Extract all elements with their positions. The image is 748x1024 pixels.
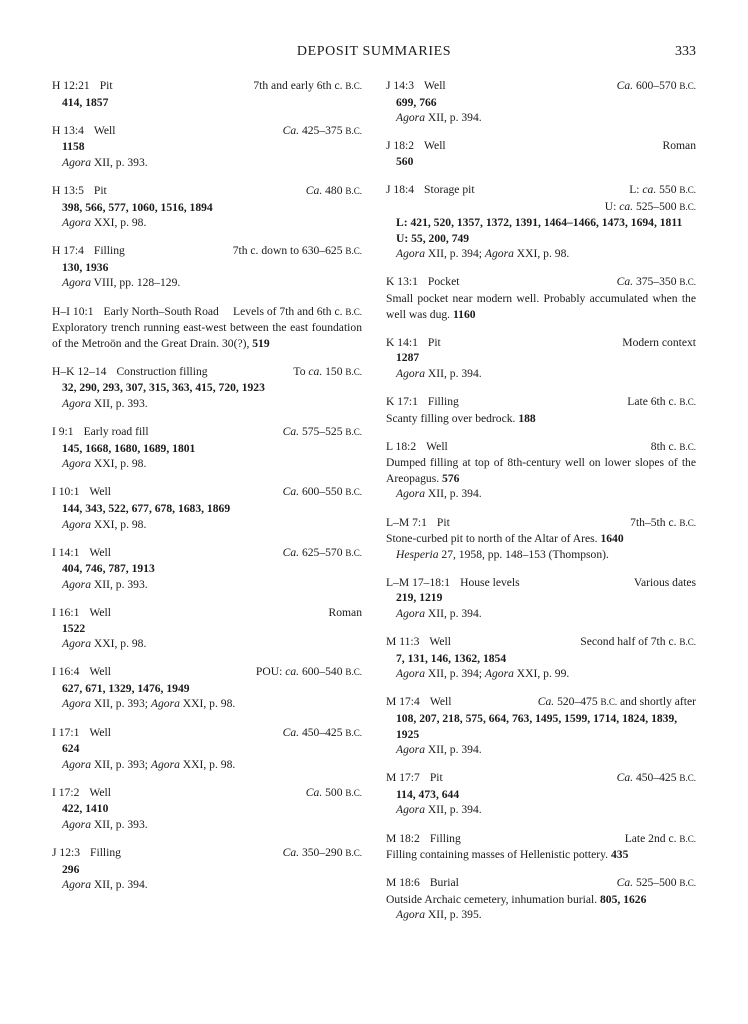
deposit-entry [52,78,362,110]
deposit-code: H 13:4 [52,123,84,137]
deposit-entry [386,335,696,382]
catalogue-numbers: 404, 746, 787, 1913 [62,562,155,576]
left-column [52,78,362,905]
bibliographic-reference: Agora XII, p. 394. [396,803,482,817]
deposit-code: L–M 17–18:1 [386,575,451,589]
deposit-code: M 17:4 [386,695,420,709]
catalogue-numbers: 435 [610,848,629,862]
entry-heading [52,484,362,501]
deposit-entry [52,845,362,893]
deposit-date: Ca. 350–290 B.C. [282,846,362,860]
deposit-code: H–I 10:1 [52,304,94,318]
entry-heading [386,138,696,154]
deposit-entry [386,274,696,322]
entry-heading [386,634,696,651]
catalogue-numbers: 624 [62,742,80,756]
entry-heading [386,770,696,787]
deposit-type: Well [426,439,448,453]
deposit-type: Well [424,79,446,92]
deposit-type: Well [89,605,111,619]
deposit-entry [386,875,696,923]
entry-heading [52,664,362,681]
deposit-date: Ca. 425–375 B.C. [282,123,362,137]
deposit-date: POU: ca. 600–540 B.C. [255,665,362,679]
bibliographic-reference: Agora XII, p. 393. [62,155,148,169]
deposit-entry [386,138,696,169]
deposit-date: Ca. 525–500 B.C. [616,876,696,890]
deposit-entry [386,439,696,502]
deposit-type: Early road fill [83,425,149,439]
catalogue-numbers: 414, 1857 [62,95,109,109]
deposit-date: Second half of 7th c. B.C. [580,635,696,649]
entry-heading [52,123,362,140]
deposit-entry [386,694,696,757]
bibliographic-reference: Agora XII, p. 393; Agora XXI, p. 98. [62,697,236,711]
deposit-type: Pit [93,183,107,197]
entry-heading [386,694,696,711]
entry-heading [52,845,362,862]
bibliographic-reference: Agora XII, p. 394. [62,878,148,892]
entry-heading [386,831,696,848]
deposit-code: M 18:6 [386,876,420,890]
deposit-description: Scanty filling over bedrock. 188 [386,411,536,425]
deposit-entry [386,515,696,563]
entry-heading [52,785,362,802]
catalogue-numbers: 188 [518,411,536,425]
bibliographic-reference: Agora VIII, pp. 128–129. [62,276,181,290]
catalogue-numbers: 1160 [452,307,476,321]
deposit-code: I 16:1 [52,605,80,619]
deposit-code: I 10:1 [52,485,80,499]
deposit-code: J 18:2 [386,139,415,153]
deposit-type: Early North–South Road [103,304,219,318]
deposit-code: H 12:21 [52,79,90,92]
bibliographic-reference: Agora XII, p. 394. [396,111,482,125]
bibliographic-reference: Agora XII, p. 394; Agora XXI, p. 98. [396,247,570,261]
deposit-entry [386,575,696,622]
deposit-date: Various dates [633,575,696,589]
deposit-type: Well [89,725,111,739]
deposit-entry [386,831,696,863]
deposit-entry [52,364,362,412]
bibliographic-reference: Agora XXI, p. 98. [62,517,147,531]
deposit-date: Ca. 600–550 B.C. [282,485,362,499]
entry-heading [52,545,362,562]
deposit-type: Construction filling [116,364,208,378]
catalogue-numbers: 398, 566, 577, 1060, 1516, 1894 [62,200,213,214]
deposit-type: Pocket [427,275,460,289]
deposit-entry [386,78,696,126]
deposit-type: Filling [429,831,461,845]
deposit-code: K 14:1 [386,335,418,349]
deposit-code: J 12:3 [52,846,81,860]
deposit-type: Well [89,485,111,499]
deposit-type: Filling [427,395,459,408]
deposit-date-secondary: U: ca. 525–500 B.C. [604,199,696,213]
catalogue-numbers: 108, 207, 218, 575, 664, 763, 1495, 1599, 1714, 1824, 1839, 1925 [396,712,678,741]
bibliographic-reference: Agora XII, p. 394. [396,607,482,621]
deposit-date: 7th–5th c. B.C. [630,515,696,529]
catalogue-numbers: 576 [442,471,460,485]
deposit-date: Roman [662,139,696,153]
catalogue-numbers: 627, 671, 1329, 1476, 1949 [62,681,190,695]
deposit-entry [52,545,362,593]
deposit-entry [52,243,362,291]
entry-heading [386,182,696,199]
deposit-type: Pit [99,79,113,92]
catalogue-numbers: 1640 [600,532,624,546]
deposit-date: Roman [328,605,362,619]
deposit-date: Ca. 520–475 B.C. and shortly after [537,695,696,709]
bibliographic-reference: Agora XXI, p. 98. [62,637,147,651]
deposit-code: J 14:3 [386,79,415,92]
deposit-date: Ca. 450–425 B.C. [282,725,362,739]
deposit-date: Modern context [622,335,696,349]
deposit-entry [52,424,362,472]
deposit-type: Well [93,123,116,137]
entry-heading [386,335,696,351]
deposit-date: L: ca. 550 B.C. [629,182,696,196]
catalogue-numbers: 1522 [62,621,86,635]
deposit-description: Stone-curbed pit to north of the Altar of Ares. 1640 [386,532,624,546]
bibliographic-reference: Hesperia 27, 1958, pp. 148–153 (Thompson). [396,547,609,561]
entry-heading [52,725,362,742]
deposit-entry [386,182,696,262]
right-column [386,78,696,936]
deposit-entry [52,304,362,352]
deposit-entry [52,123,362,171]
entry-heading [386,439,696,456]
deposit-entry [52,664,362,712]
entry-heading [386,78,696,95]
catalogue-numbers: 144, 343, 522, 677, 678, 1683, 1869 [62,501,231,515]
deposit-date: Ca. 600–570 B.C. [616,79,696,92]
deposit-code: M 11:3 [386,635,420,649]
entry-heading [386,274,696,291]
deposit-code: H 17:4 [52,244,84,258]
deposit-date: 7th and early 6th c. B.C. [253,79,362,92]
deposit-type: Pit [427,335,441,349]
entry-heading [52,304,362,321]
deposit-date: Ca. 450–425 B.C. [616,771,696,785]
deposit-code: M 17:7 [386,771,420,785]
deposit-description: Small pocket near modern well. Probably accumulated when the well was dug. 1160 [386,292,696,321]
deposit-code: L 18:2 [386,439,417,453]
bibliographic-reference: Agora XXI, p. 98. [62,216,147,230]
deposit-entry [52,605,362,652]
deposit-type: Filling [90,846,121,860]
deposit-date: Ca. 375–350 B.C. [616,275,696,289]
deposit-date: Ca. 480 B.C. [305,183,362,197]
catalogue-numbers: 1158 [62,140,85,154]
entry-heading [52,78,362,95]
deposit-code: K 13:1 [386,275,418,289]
deposit-entry [386,394,696,426]
deposit-code: I 17:1 [52,725,80,739]
bibliographic-reference: Agora XXI, p. 98. [62,457,147,471]
deposit-type: Well [89,665,111,679]
deposit-description: Dumped filling at top of 8th-century well on lower slopes of the Areopagus. 576 [386,456,696,485]
bibliographic-reference: Agora XII, p. 393. [62,577,148,591]
deposit-entry [52,183,362,231]
catalogue-numbers: 560 [396,154,414,168]
deposit-code: K 17:1 [386,395,418,408]
bibliographic-reference: Agora XII, p. 394; Agora XXI, p. 99. [396,667,570,681]
catalogue-numbers: 32, 290, 293, 307, 315, 363, 415, 720, 1923 [62,381,265,395]
deposit-description: Exploratory trench running east-west between the east foundation of the Metroön and the Great Drain. 30(?), 519 [52,321,362,350]
deposit-type: Well [89,545,111,559]
deposit-entry [52,484,362,532]
deposit-code: I 9:1 [52,425,74,439]
deposit-type: Well [429,695,452,709]
bibliographic-reference: Agora XII, p. 393. [62,397,148,410]
catalogue-numbers: 114, 473, 644 [396,787,460,801]
deposit-date: Late 2nd c. B.C. [624,831,696,845]
entry-heading [52,424,362,441]
bibliographic-reference: Agora XII, p. 393; Agora XXI, p. 98. [62,757,236,771]
catalogue-numbers: L: 421, 520, 1357, 1372, 1391, 1464–1466, 1473, 1694, 1811 [396,216,683,230]
bibliographic-reference: Agora XII, p. 393. [62,817,148,831]
catalogue-numbers: 422, 1410 [62,802,109,816]
deposit-type: House levels [460,575,520,589]
deposit-entry [52,725,362,773]
catalogue-numbers: 296 [62,862,80,876]
entry-heading [52,183,362,200]
deposit-date: Ca. 575–525 B.C. [282,425,362,439]
page-number: 333 [675,44,696,59]
catalogue-numbers: 805, 1626 [600,892,647,906]
deposit-type: Pit [436,515,450,529]
deposit-entry [386,770,696,818]
catalogue-numbers: 130, 1936 [62,260,109,274]
bibliographic-reference: Agora XII, p. 395. [396,908,482,922]
deposit-code: I 17:2 [52,785,80,799]
page-header [0,44,748,64]
deposit-entry [386,634,696,682]
bibliographic-reference: Agora XII, p. 394. [396,743,482,757]
catalogue-numbers: 519 [252,336,270,350]
catalogue-numbers-secondary: U: 55, 200, 749 [396,231,470,245]
deposit-date: 8th c. B.C. [650,439,696,453]
deposit-type: Well [424,139,446,153]
deposit-code: M 18:2 [386,831,420,845]
deposit-type: Burial [429,876,459,890]
bibliographic-reference: Agora XII, p. 394. [396,487,482,501]
deposit-date: Ca. 625–570 B.C. [282,545,362,559]
entry-heading [386,515,696,532]
catalogue-numbers: 219, 1219 [396,591,443,605]
deposit-description: Outside Archaic cemetery, inhumation burial. 805, 1626 [386,892,647,906]
deposit-date: Ca. 500 B.C. [305,785,362,799]
deposit-code: I 16:4 [52,665,80,679]
deposit-code: H–K 12–14 [52,364,107,378]
catalogue-numbers: 145, 1668, 1680, 1689, 1801 [62,441,196,455]
deposit-type: Well [89,785,111,799]
running-title: DEPOSIT SUMMARIES [296,44,452,59]
deposit-date: To ca. 150 B.C. [293,364,362,378]
deposit-code: J 18:4 [386,182,415,196]
deposit-description: Filling containing masses of Hellenistic pottery. 435 [386,848,629,862]
deposit-code: L–M 7:1 [386,515,427,529]
deposit-entry [52,785,362,833]
entry-heading [52,243,362,260]
deposit-date: Late 6th c. B.C. [627,395,696,408]
deposit-code: I 14:1 [52,545,80,559]
catalogue-numbers: 699, 766 [396,95,437,109]
bibliographic-reference: Agora XII, p. 394. [396,366,482,380]
entry-heading [52,364,362,381]
deposit-type: Filling [93,244,125,258]
entry-heading [386,575,696,591]
catalogue-numbers: 1287 [396,351,420,365]
entry-heading [386,394,696,411]
deposit-type: Storage pit [424,182,475,196]
entry-heading [52,605,362,621]
deposit-code: H 13:5 [52,183,84,197]
deposit-type: Well [429,635,451,649]
deposit-date: Levels of 7th and 6th c. B.C. [233,304,362,318]
deposit-date: 7th c. down to 630–625 B.C. [232,244,362,258]
entry-heading [386,875,696,892]
catalogue-numbers: 7, 131, 146, 1362, 1854 [396,651,507,665]
deposit-type: Pit [429,771,443,785]
